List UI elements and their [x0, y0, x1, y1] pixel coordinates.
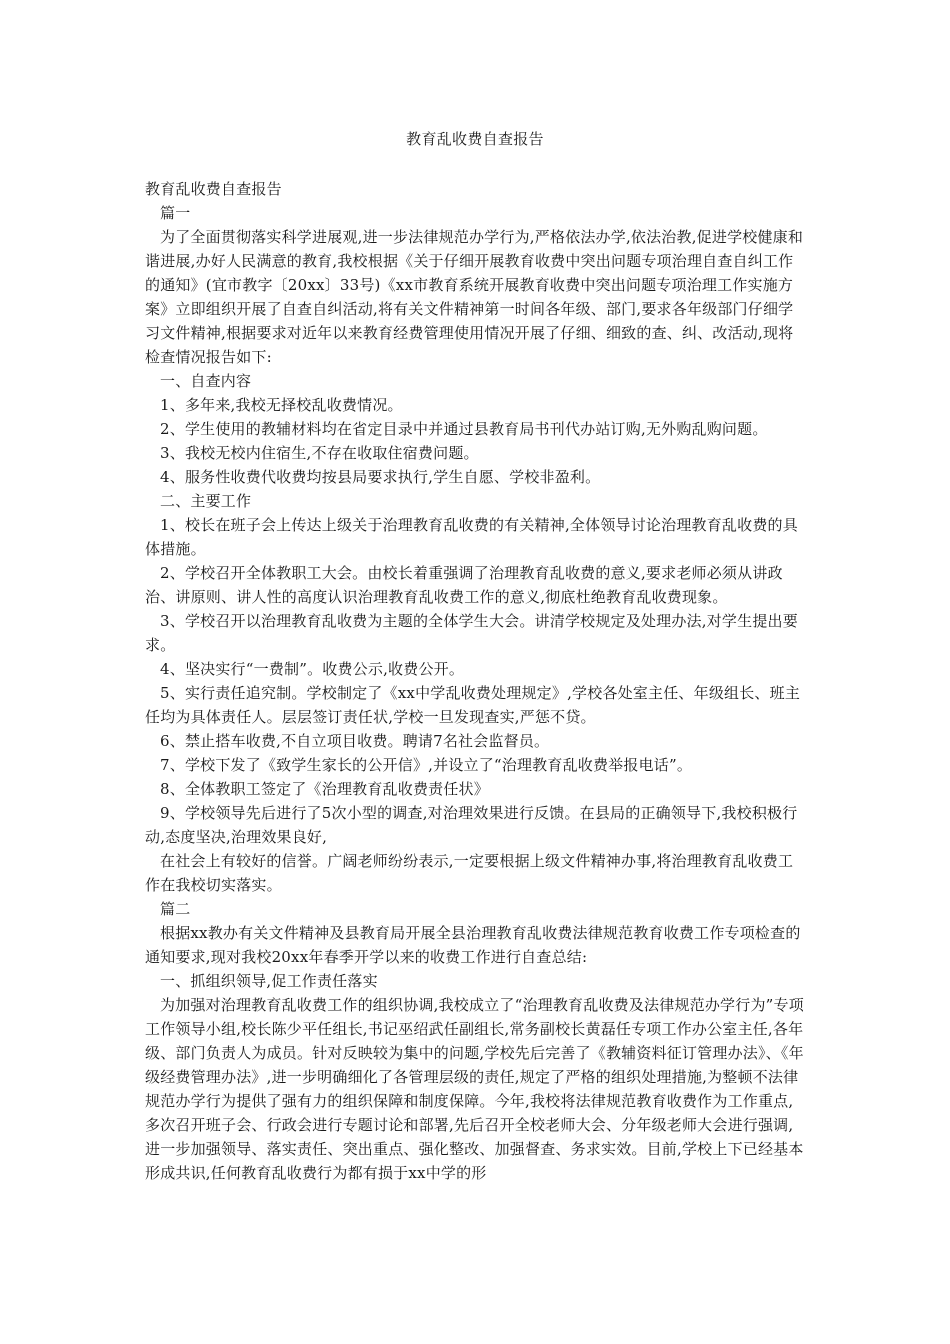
paragraph: 2、学生使用的教辅材料均在省定目录中并通过县教育局书刊代办站订购,无外购乱购问题。 — [160, 420, 768, 438]
paragraph: 二、主要工作 — [160, 492, 252, 510]
paragraph: 一、自查内容 — [160, 372, 252, 390]
paragraph: 7、学校下发了《致学生家长的公开信》,并设立了“治理教育乱收费举报电话”。 — [160, 756, 693, 774]
paragraph: 5、实行责任追究制。学校制定了《xx中学乱收费处理规定》,学校各处室主任、年级组长、班主任均为具体责任人。层层签订责任状,学校一旦发现查实,严惩不贷。 — [145, 684, 801, 726]
paragraph: 篇一 — [160, 204, 191, 222]
paragraph: 篇二 — [160, 900, 191, 918]
paragraph: 8、全体教职工签定了《治理教育乱收费责任状》 — [160, 780, 489, 798]
paragraph: 为了全面贯彻落实科学进展观,进一步法律规范办学行为,严格依法办学,依法治教,促进学校健康和谐进展,办好人民满意的教育,我校根据《关于仔细开展教育收费中突出问题专项治理自查自纠工作的通知》(宜市教字〔20xx〕33号)《xx市教育系统开展教育收费中突出问题专项治理工作实施方案》立即组织开展了自查自纠活动,将有关文件精神第一时间各年级、部门,要求各年级部门仔细学习文件精神,根据要求对近年以来教育经费管理使用情况开展了仔细、细致的查、纠、改活动,现将检查情况报告如下: — [145, 228, 804, 366]
paragraph: 4、服务性收费代收费均按县局要求执行,学生自愿、学校非盈利。 — [160, 468, 601, 486]
paragraph: 6、禁止搭车收费,不自立项目收费。聘请7名社会监督员。 — [160, 732, 550, 750]
paragraph: 为加强对治理教育乱收费工作的组织协调,我校成立了“治理教育乱收费及法律规范办学行为”专项工作领导小组,校长陈少平任组长,书记巫绍武任副组长,常务副校长黄磊任专项工作办公室主任,各年级、部门负责人为成员。针对反映较为集中的问题,学校先后完善了《教辅资料征订管理办法》、《年级经费管理办法》,进一步明确细化了各管理层级的责任,规定了严格的组织处理措施,为整顿不法律规范办学行为提供了强有力的组织保障和制度保障。今年,我校将法律规范教育收费作为工作重点,多次召开班子会、行政会进行专题讨论和部署,先后召开全校老师大会、分年级老师大会进行强调,进一步加强领导、落实责任、突出重点、强化整改、加强督查、务求实效。目前,学校上下已经基本形成共识,任何教育乱收费行为都有损于xx中学的形 — [145, 996, 804, 1182]
paragraph: 教育乱收费自查报告 — [145, 180, 282, 198]
paragraph: 1、校长在班子会上传达上级关于治理教育乱收费的有关精神,全体领导讨论治理教育乱收费的具体措施。 — [145, 516, 798, 558]
paragraph: 3、我校无校内住宿生,不存在收取住宿费问题。 — [160, 444, 479, 462]
paragraph: 在社会上有较好的信誉。广阔老师纷纷表示,一定要根据上级文件精神办事,将治理教育乱收费工作在我校切实落实。 — [145, 852, 794, 894]
paragraph: 9、学校领导先后进行了5次小型的调查,对治理效果进行反馈。在县局的正确领导下,我校积极行动,态度坚决,治理效果良好, — [145, 804, 798, 846]
paragraph: 一、抓组织领导,促工作责任落实 — [160, 972, 378, 990]
document-title: 教育乱收费自查报告 — [406, 130, 544, 148]
paragraph: 根据xx教办有关文件精神及县教育局开展全县治理教育乱收费法律规范教育收费工作专项检查的通知要求,现对我校20xx年春季开学以来的收费工作进行自查总结: — [145, 924, 801, 966]
paragraph: 3、学校召开以治理教育乱收费为主题的全体学生大会。讲清学校规定及处理办法,对学生提出要求。 — [145, 612, 798, 654]
document-body — [145, 177, 805, 1185]
paragraph: 1、多年来,我校无择校乱收费情况。 — [160, 396, 403, 414]
paragraph: 4、坚决实行“一费制”。收费公示,收费公开。 — [160, 660, 465, 678]
paragraph: 2、学校召开全体教职工大会。由校长着重强调了治理教育乱收费的意义,要求老师必须从讲政治、讲原则、讲人性的高度认识治理教育乱收费工作的意义,彻底杜绝教育乱收费现象。 — [145, 564, 783, 606]
